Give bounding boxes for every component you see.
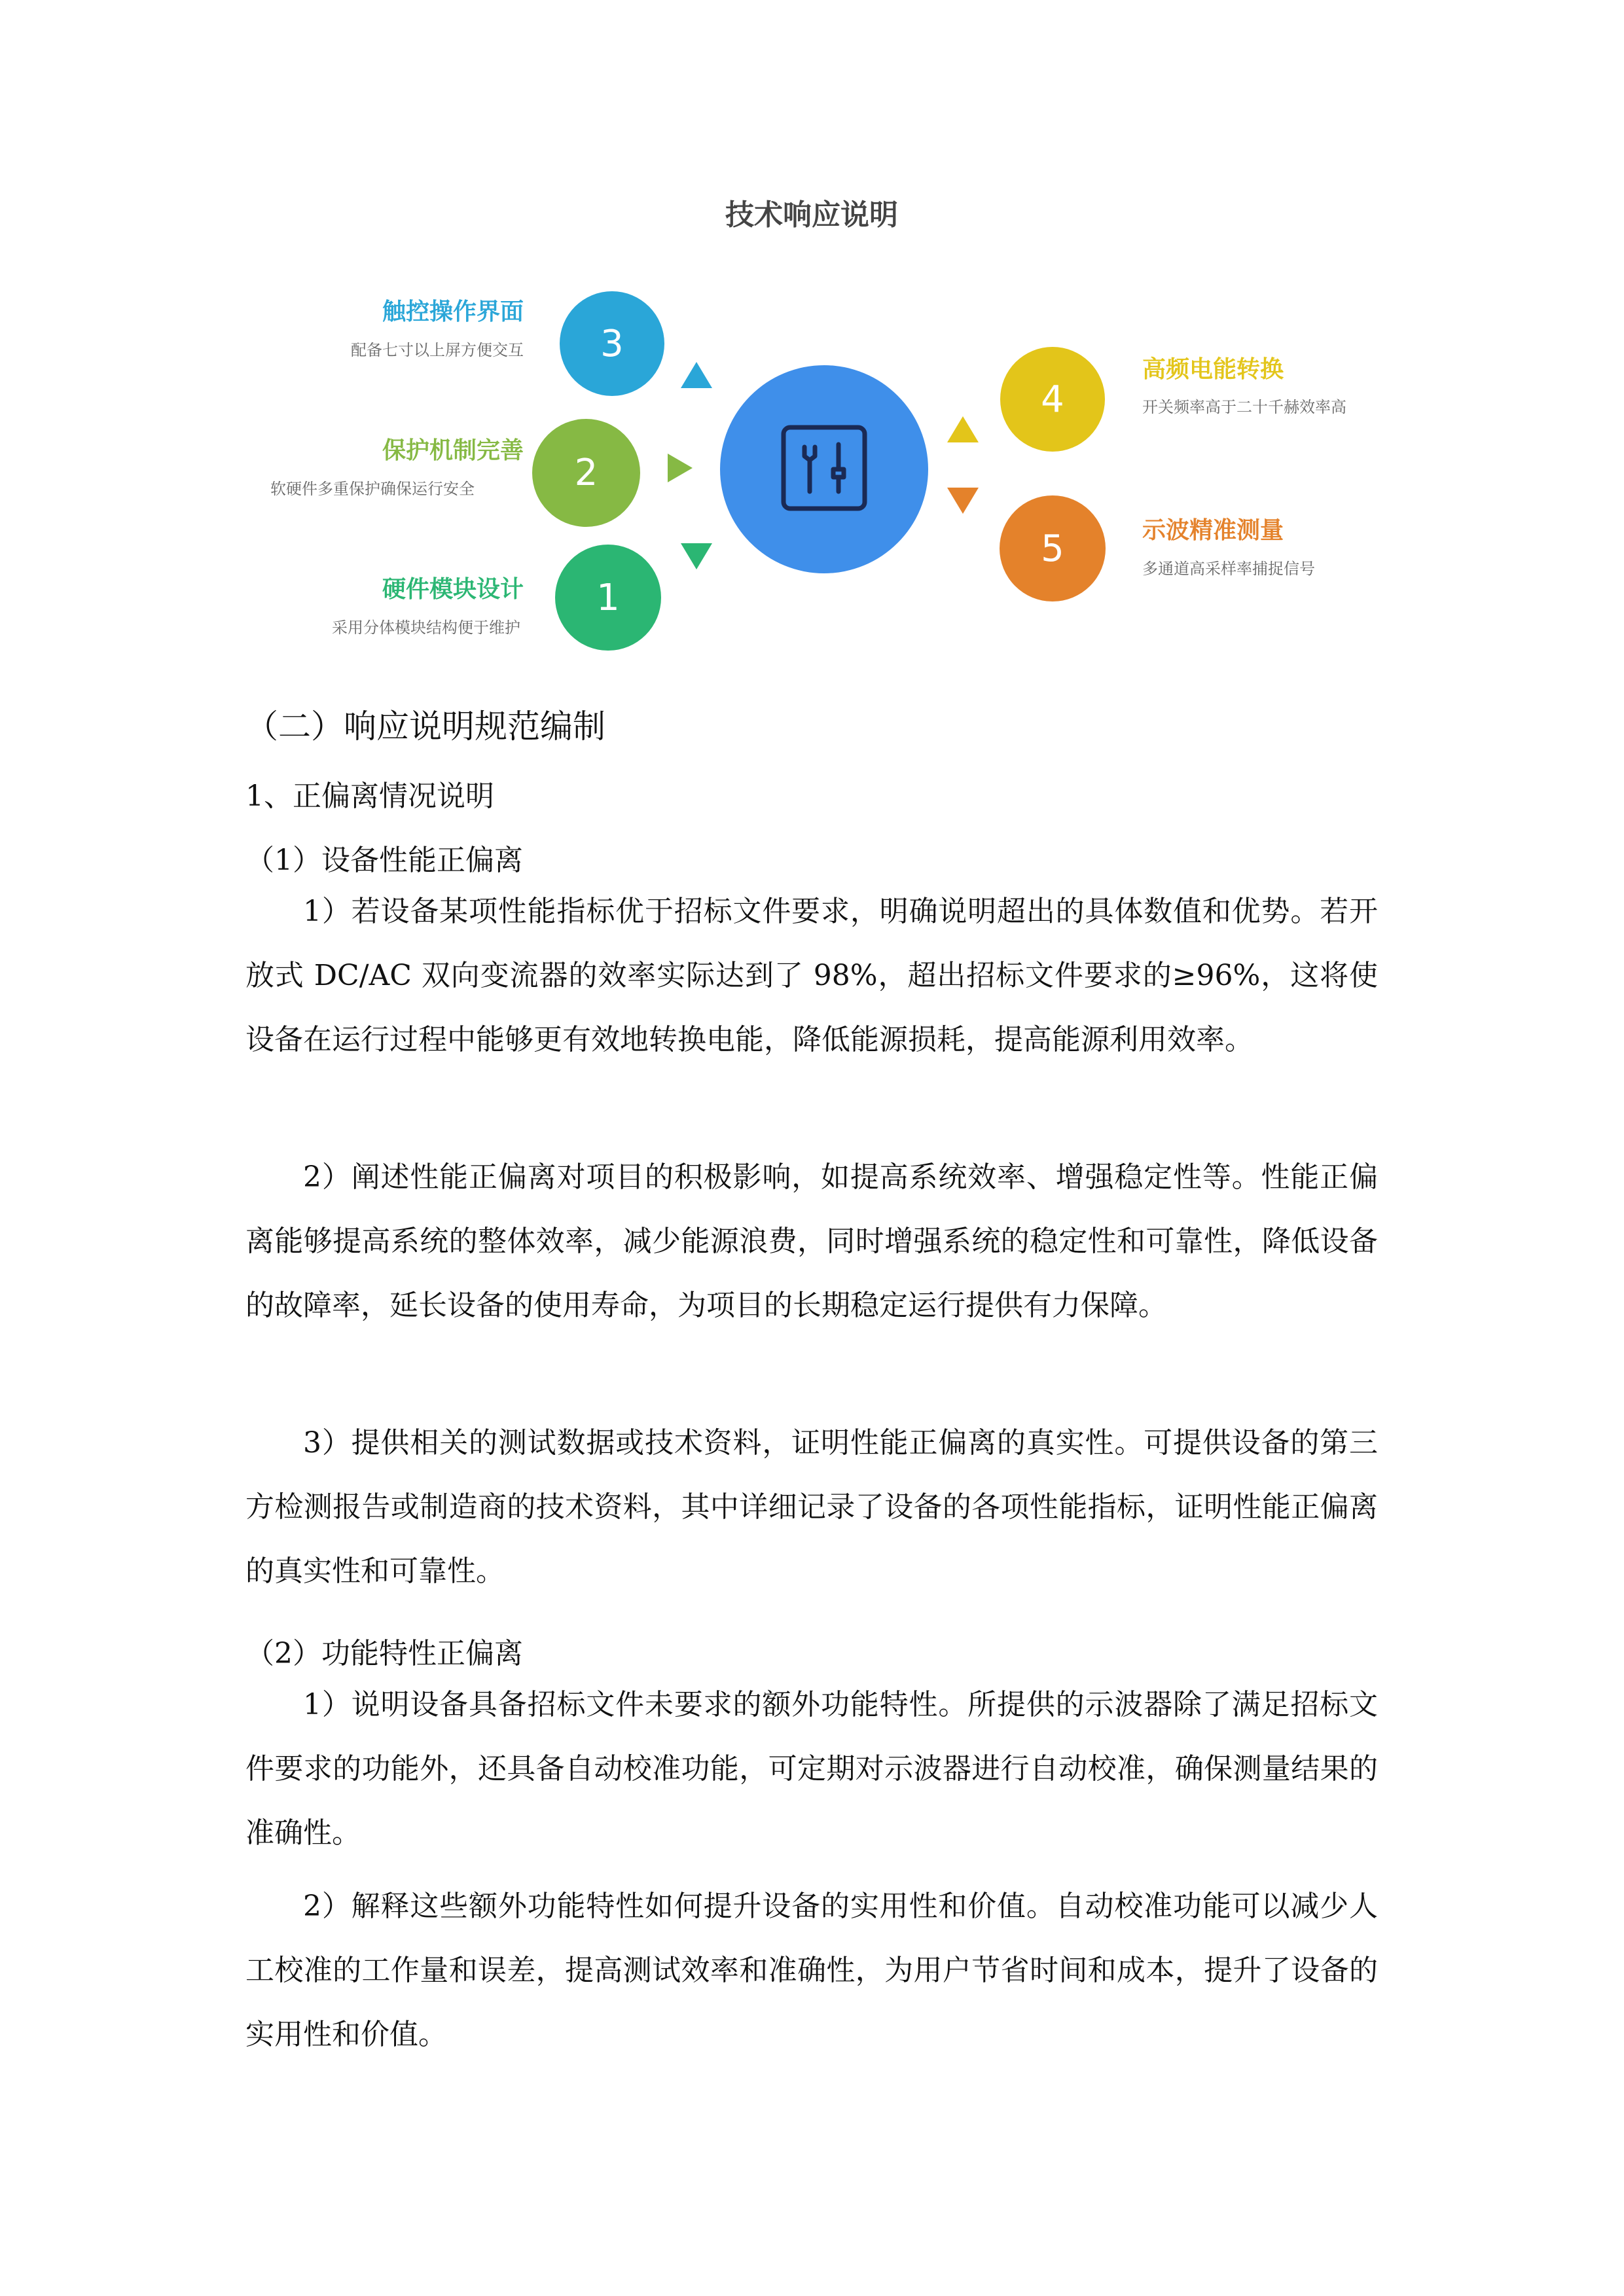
step-label-1: 硬件模块设计 — [382, 576, 524, 603]
arrow-down-icon — [947, 488, 979, 514]
step-label-2: 保护机制完善 — [382, 437, 524, 464]
subheading-positive-deviation: 1、正偏离情况说明 — [245, 780, 494, 813]
arrow-right-icon — [668, 454, 693, 482]
step-circle-1: 1 — [555, 545, 661, 651]
step-label-4: 高频电能转换 — [1142, 356, 1284, 383]
step-circle-5: 5 — [1000, 495, 1106, 601]
step-desc-2: 软硬件多重保护确保运行安全 — [270, 480, 475, 498]
tech-response-infographic — [0, 0, 1624, 694]
paragraph-5: 2）解释这些额外功能特性如何提升设备的实用性和价值。自动校准功能可以减少人工校准的工作量和误差，提高测试效率和准确性，为用户节省时间和成本，提升了设备的实用性和价值。 — [245, 1890, 1378, 2051]
step-desc-3: 配备七寸以上屏方便交互 — [351, 341, 524, 359]
section-title: （二）响应说明规范编制 — [245, 708, 605, 745]
infographic-title: 技术响应说明 — [725, 198, 898, 232]
wrench-screwdriver-icon — [778, 422, 870, 514]
arrow-up-icon — [947, 416, 979, 442]
step-label-5: 示波精准测量 — [1142, 517, 1284, 544]
arrow-down-icon — [681, 543, 712, 569]
arrow-up-icon — [681, 362, 712, 388]
step-label-3: 触控操作界面 — [382, 298, 524, 325]
paragraph-4: 1）说明设备具备招标文件未要求的额外功能特性。所提供的示波器除了满足招标文件要求的功能外，还具备自动校准功能，可定期对示波器进行自动校准，确保测量结果的准确性。 — [245, 1688, 1378, 1850]
paragraph-1: 1）若设备某项性能指标优于招标文件要求，明确说明超出的具体数值和优势。若开放式 DC/AC 双向变流器的效率实际达到了 98%，超出招标文件要求的≥96%，这将使设备在运行过程中能够更有效地转换电能，降低能源损耗，提高能源利用效率。 — [245, 895, 1378, 1056]
step-desc-1: 采用分体模块结构便于维护 — [332, 619, 520, 637]
step-desc-5: 多通道高采样率捕捉信号 — [1142, 560, 1315, 578]
subheading-performance: （1）设备性能正偏离 — [245, 844, 523, 877]
paragraph-2: 2）阐述性能正偏离对项目的积极影响，如提高系统效率、增强稳定性等。性能正偏离能够提高系统的整体效率，减少能源浪费，同时增强系统的稳定性和可靠性，降低设备的故障率，延长设备的使用寿命，为项目的长期稳定运行提供有力保障。 — [245, 1160, 1378, 1322]
subheading-function: （2）功能特性正偏离 — [245, 1637, 523, 1670]
step-desc-4: 开关频率高于二十千赫效率高 — [1142, 398, 1346, 416]
step-circle-4: 4 — [1000, 347, 1105, 452]
step-circle-2: 2 — [532, 419, 640, 527]
step-circle-3: 3 — [560, 291, 664, 396]
paragraph-3: 3）提供相关的测试数据或技术资料，证明性能正偏离的真实性。可提供设备的第三方检测报告或制造商的技术资料，其中详细记录了设备的各项性能指标，证明性能正偏离的真实性和可靠性。 — [245, 1426, 1378, 1588]
